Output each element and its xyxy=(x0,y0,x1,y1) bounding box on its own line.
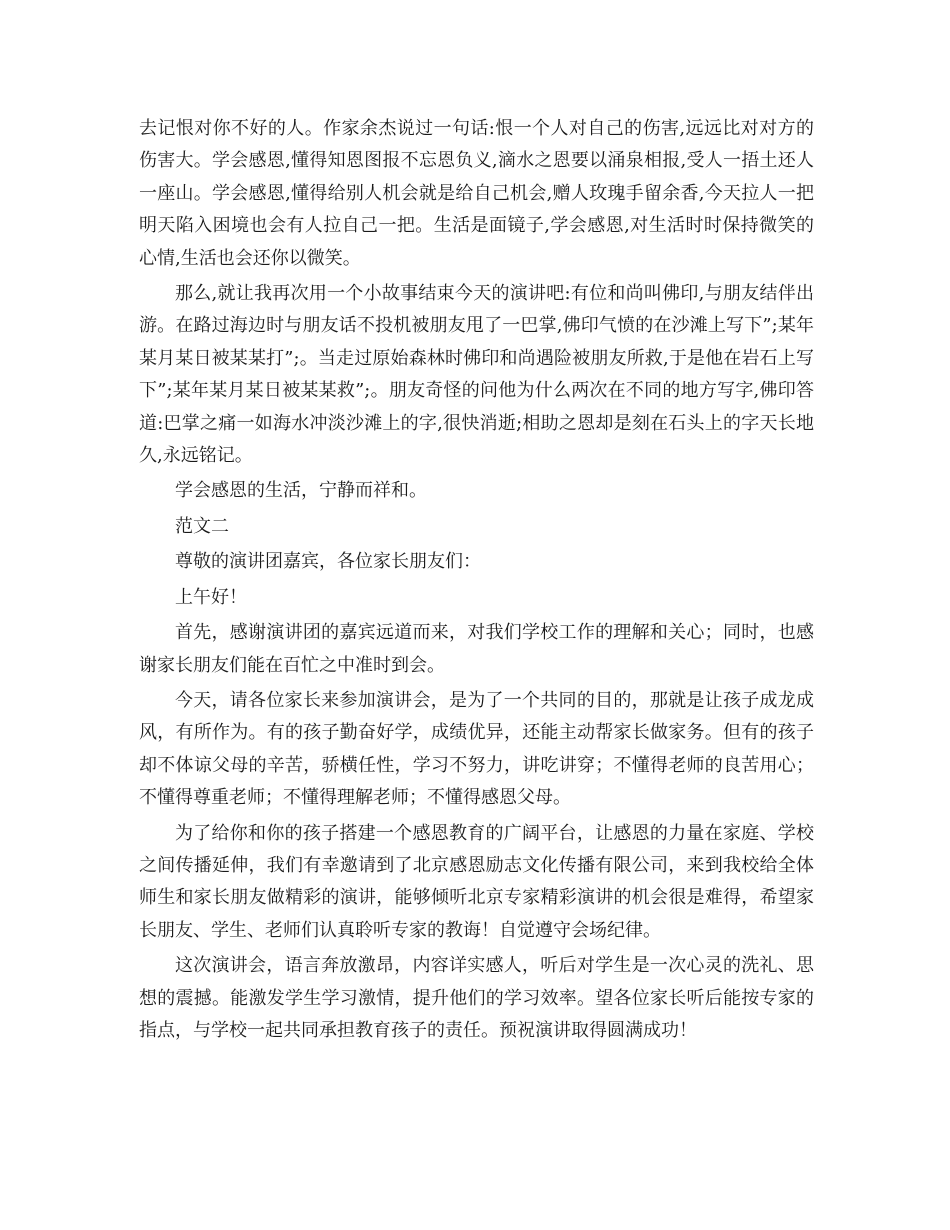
greeting: 上午好！ xyxy=(175,586,247,608)
paragraph-thanks: 首先，感谢演讲团的嘉宾远道而来，对我们学校工作的理解和关心；同时，也感谢家长朋友们能在百忙之中准时到会。 xyxy=(139,622,814,676)
section-heading-sample-two: 范文二 xyxy=(175,515,229,537)
paragraph-gratitude-life: 学会感恩的生活，宁静而祥和。 xyxy=(175,480,427,502)
paragraph-invitation: 为了给你和你的孩子搭建一个感恩教育的广阔平台，让感恩的力量在家庭、学校之间传播延伸，我们有幸邀请到了北京感恩励志文化传播有限公司，来到我校给全体师生和家长朋友做精彩的演讲，能够倾听北京专家精彩演讲的机会很是难得，希望家长朋友、学生、老师们认真聆听专家的教诲！自觉遵守会场纪律。 xyxy=(139,822,814,941)
paragraph-foyin-story: 那么,就让我再次用一个小故事结束今天的演讲吧:有位和尚叫佛印,与朋友结伴出游。在路过海边时与朋友话不投机被朋友甩了一巴掌,佛印气愤的在沙滩上写下”;某年某月某日被某某打”;。当走过原始森林时佛印和尚遇险被朋友所救,于是他在岩石上写下”;某年某月某日被某某救”;。朋友奇怪的问他为什么两次在不同的地方写字,佛印答道:巴掌之痛一如海水冲淡沙滩上的字,很快消逝;相助之恩却是刻在石头上的字天长地久,永远铭记。 xyxy=(139,283,814,467)
salutation: 尊敬的演讲团嘉宾，各位家长朋友们： xyxy=(175,551,481,573)
document-body xyxy=(139,113,814,1047)
paragraph-gratitude-reflection: 去记恨对你不好的人。作家余杰说过一句话:恨一个人对自己的伤害,远远比对对方的伤害大。学会感恩,懂得知恩图报不忘恩负义,滴水之恩要以涌泉相报,受人一捂土还人一座山。学会感恩,懂得给别人机会就是给自己机会,赠人玫瑰手留余香,今天拉人一把明天陷入困境也会有人拉自己一把。生活是面镜子,学会感恩,对生活时时保持微笑的心情,生活也会还你以微笑。 xyxy=(139,118,814,269)
paragraph-closing: 这次演讲会，语言奔放激昂，内容详实感人，听后对学生是一次心灵的洗礼、思想的震撼。能激发学生学习激情，提升他们的学习效率。望各位家长听后能按专家的指点，与学校一起共同承担教育孩子的责任。预祝演讲取得圆满成功！ xyxy=(139,955,814,1041)
paragraph-purpose: 今天，请各位家长来参加演讲会，是为了一个共同的目的，那就是让孩子成龙成风，有所作为。有的孩子勤奋好学，成绩优异，还能主动帮家长做家务。但有的孩子却不体谅父母的辛苦，骄横任性，学习不努力，讲吃讲穿；不懂得老师的良苦用心；不懂得尊重老师；不懂得理解老师；不懂得感恩父母。 xyxy=(139,689,814,809)
